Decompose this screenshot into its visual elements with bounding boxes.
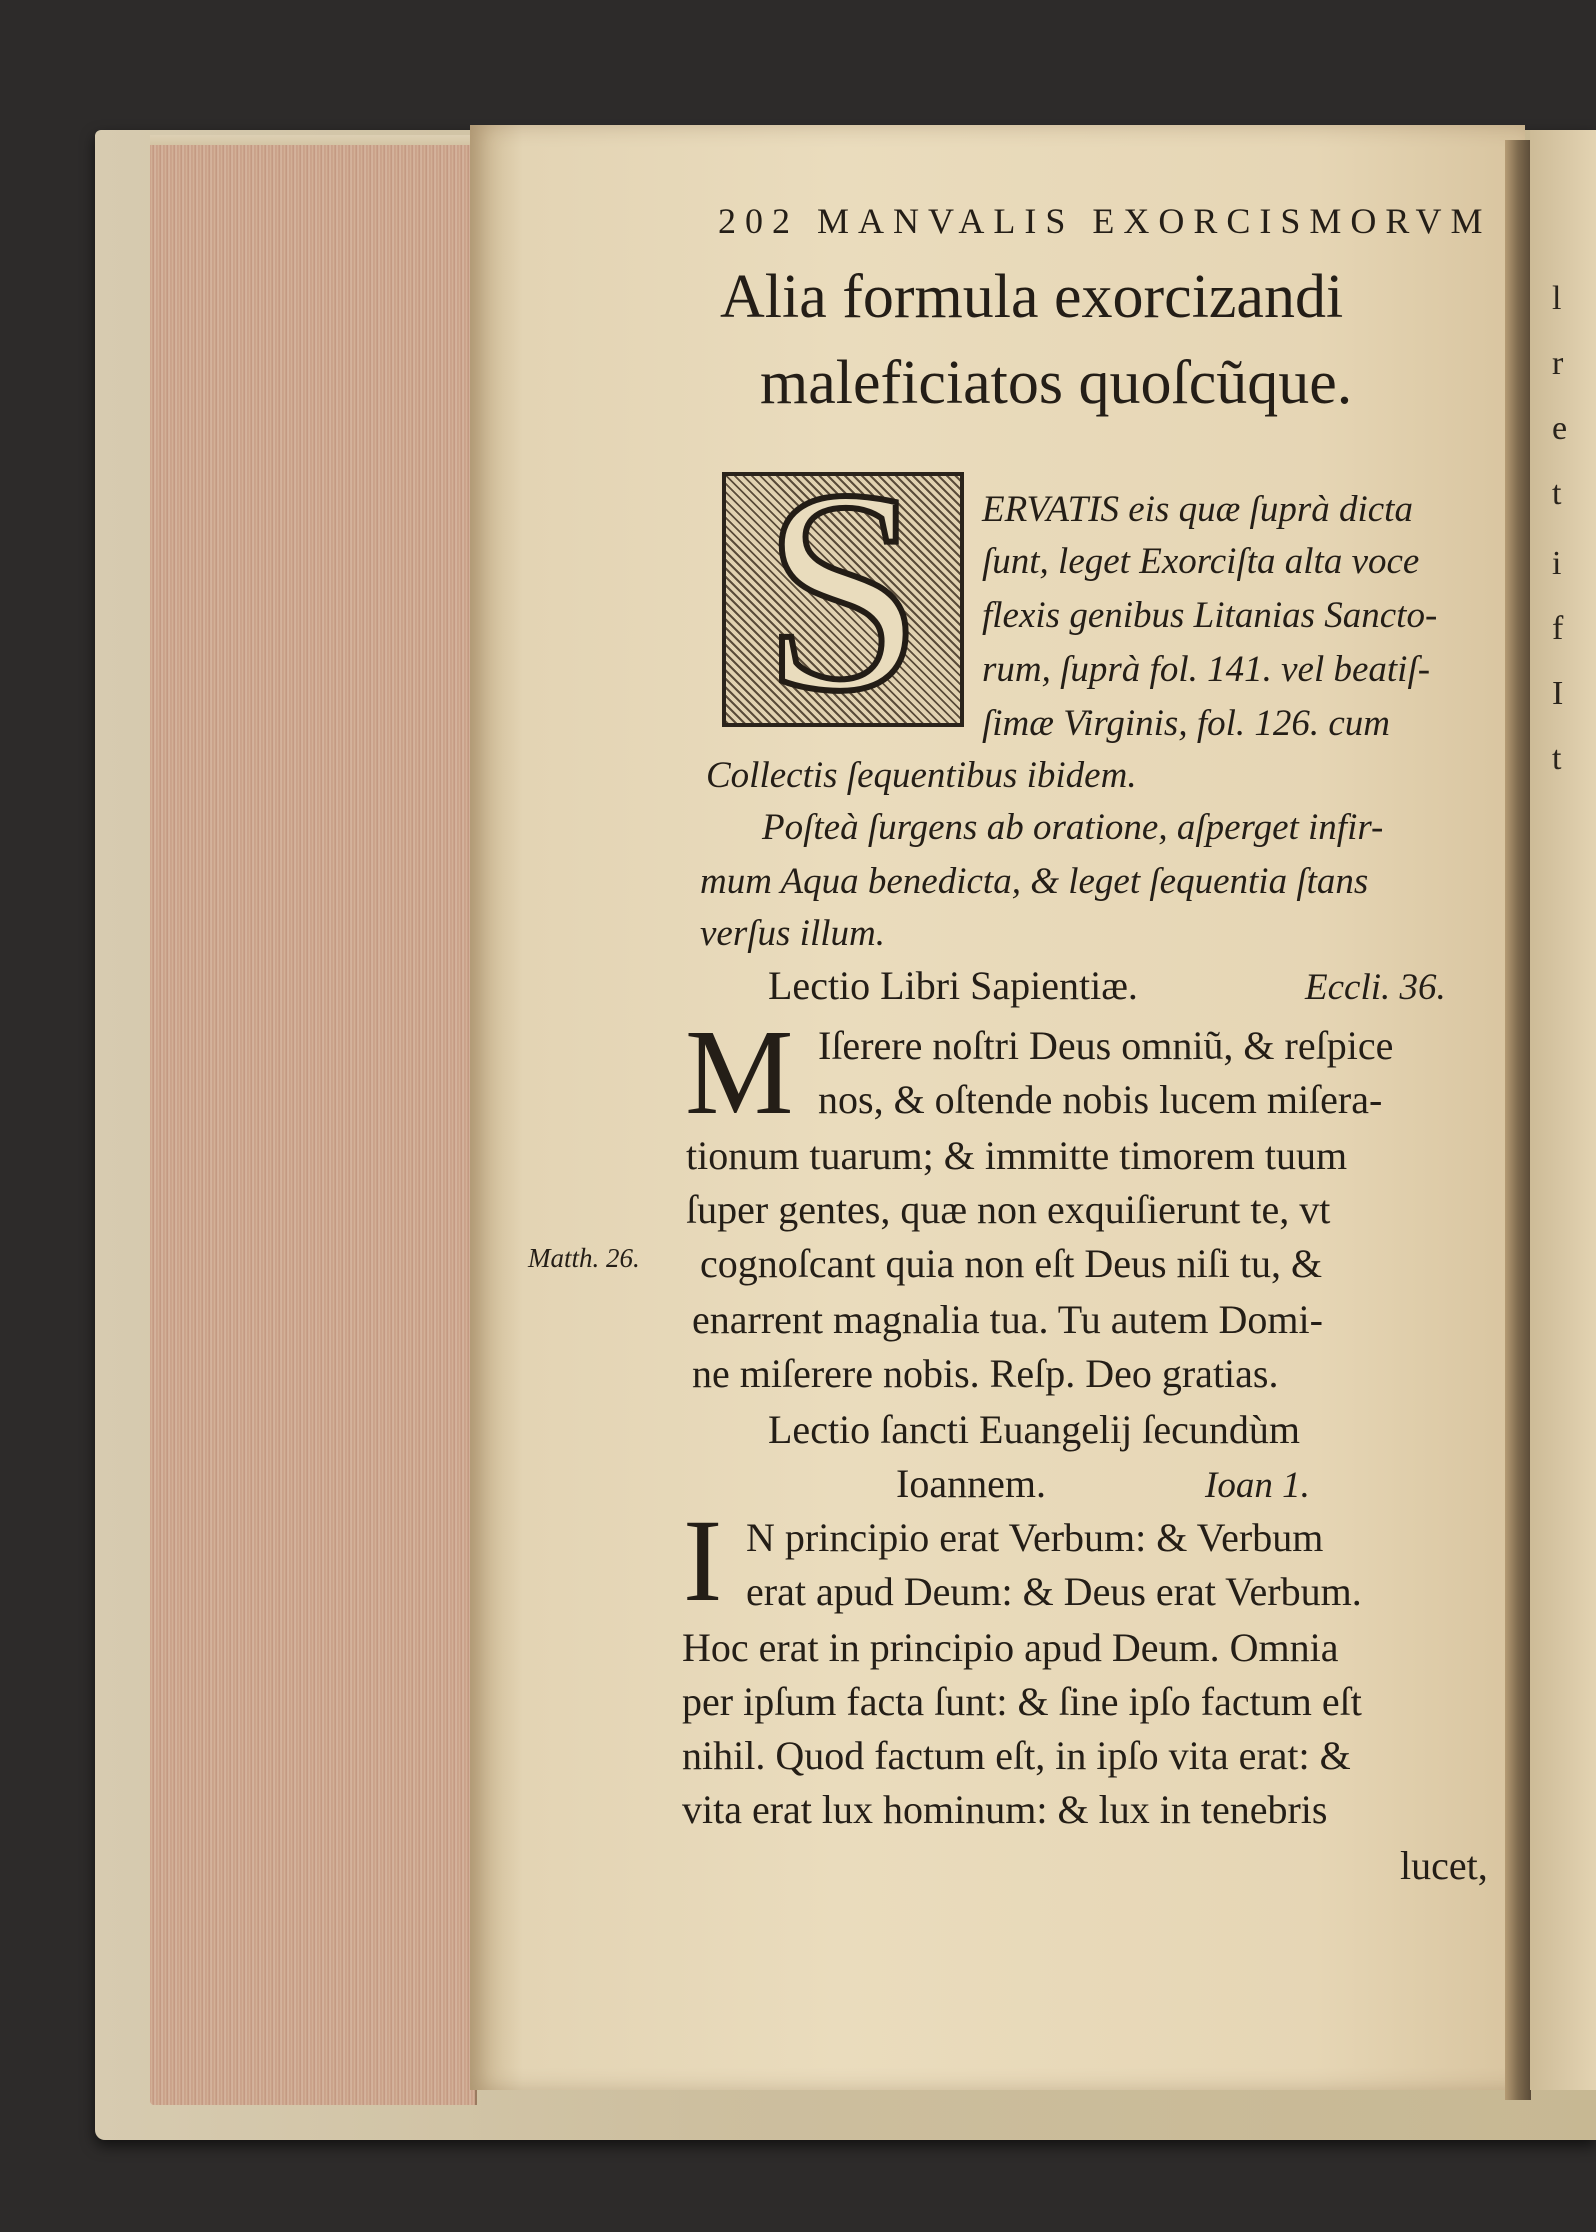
text-line: N principio erat Verbum: & Verbum (746, 1515, 1324, 1560)
rubric-line: ERVATIS eis quæ ſuprà dicta (982, 489, 1413, 530)
right-page-char: I (1552, 675, 1564, 712)
title-line: maleficiatos quoſcũque. (760, 349, 1353, 417)
rubric-line: mum Aqua benedicta, & leget ſequentia ſtans (700, 861, 1369, 902)
lectio-reference: Ioan 1. (1205, 1465, 1310, 1506)
running-head: 202 MANVALIS EXORCISMORVM (718, 201, 1492, 241)
right-page-char: i (1552, 545, 1562, 582)
rubric-line: Poſteà ſurgens ab oratione, aſperget infir- (762, 807, 1384, 848)
right-page-char: l (1552, 280, 1562, 317)
lectio-initial: M (685, 1005, 794, 1140)
lectio-initial: I (683, 1495, 723, 1626)
book-gutter (1505, 140, 1531, 2100)
text-line: tionum tuarum; & immitte timorem tuum (686, 1133, 1348, 1178)
lectio-heading: Lectio Libri Sapientiæ. (768, 963, 1138, 1008)
right-page-char: e (1552, 410, 1568, 447)
title-line: Alia formula exorcizandi (720, 263, 1344, 331)
decorated-initial (722, 430, 964, 751)
margin-note: Matth. 26. (528, 1243, 640, 1273)
lectio-heading: Lectio ſancti Euangelij ſecundùm (768, 1407, 1301, 1452)
text-line: erat apud Deum: & Deus erat Verbum. (746, 1569, 1362, 1614)
text-line: Hoc erat in principio apud Deum. Omnia (682, 1625, 1339, 1670)
initial-letter: S (762, 430, 924, 751)
rubric-line: Collectis ſequentibus ibidem. (706, 755, 1137, 796)
rubric-line: rum, ſuprà fol. 141. vel beatiſ- (982, 649, 1431, 690)
text-line: cognoſcant quia non eſt Deus niſi tu, & (700, 1241, 1323, 1286)
text-line: ne miſerere nobis. Reſp. Deo gratias. (692, 1351, 1279, 1396)
lectio-heading: Ioannem. (896, 1461, 1046, 1506)
catchword: lucet, (1400, 1843, 1488, 1888)
rubric-line: ſunt, leget Exorciſta alta voce (982, 541, 1420, 582)
page-block-edges (150, 145, 477, 2105)
text-line: enarrent magnalia tua. Tu autem Domi- (692, 1297, 1323, 1342)
text-line: vita erat lux hominum: & lux in tenebris (682, 1787, 1328, 1832)
text-line: nos, & oſtende nobis lucem miſera- (818, 1077, 1383, 1122)
right-page-char: t (1552, 740, 1562, 777)
right-page-char: t (1552, 475, 1562, 512)
rubric-line: verſus illum. (700, 913, 885, 954)
right-page-edge (1530, 130, 1596, 2090)
lectio-reference: Eccli. 36. (1305, 967, 1446, 1008)
text-line: nihil. Quod factum eſt, in ipſo vita erat: & (682, 1733, 1351, 1778)
right-page-char: r (1552, 345, 1564, 382)
right-page-char: f (1552, 610, 1564, 647)
rubric-line: ſimæ Virginis, fol. 126. cum (982, 703, 1391, 744)
text-line: ſuper gentes, quæ non exquiſierunt te, vt (686, 1187, 1331, 1232)
text-line: Iſerere noſtri Deus omniũ, & reſpice (818, 1023, 1394, 1068)
rubric-line: flexis genibus Litanias Sancto- (982, 595, 1438, 636)
text-line: per ipſum facta ſunt: & ſine ipſo factum eſt (682, 1679, 1362, 1724)
